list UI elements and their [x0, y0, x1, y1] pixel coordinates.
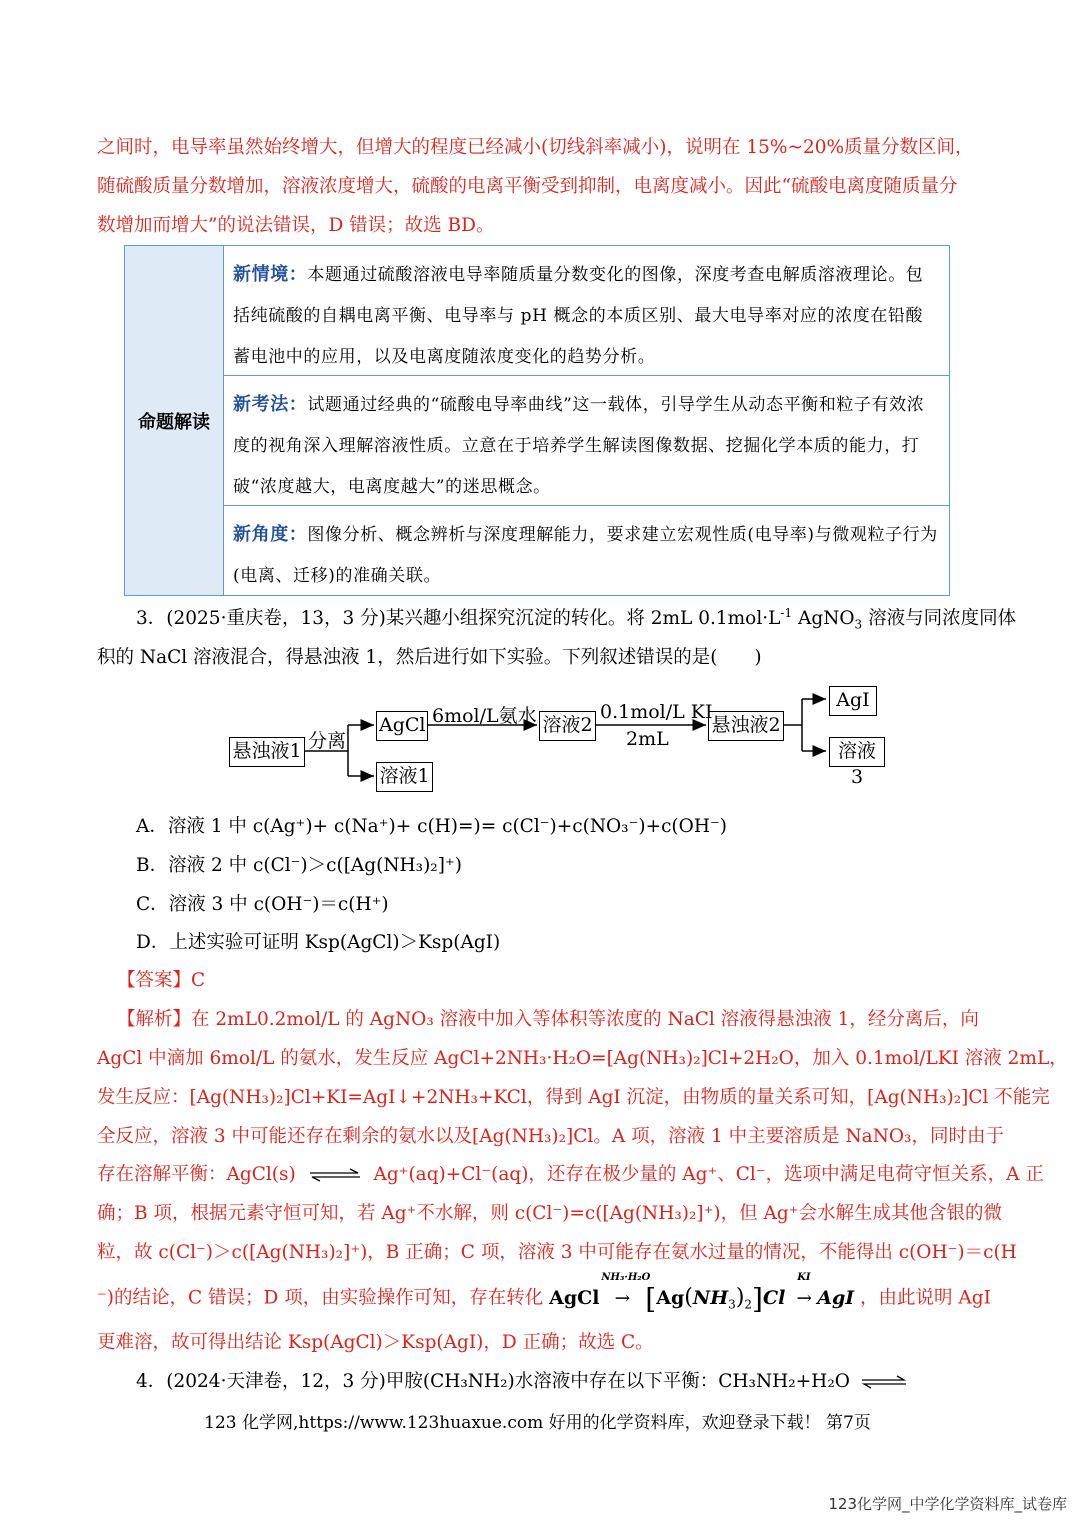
row-text: 试题通过经典的“硫酸电导率曲线”这一载体，引导学生从动态平衡和粒子有效浓度的视角深入理解溶液性质。立意在于培养学生解读图像数据、挖掘化学本质的能力，打破“浓度越大，电离度越大”的迷思概念。 — [233, 395, 925, 497]
analysis-text: Ag⁺(aq)+Cl⁻(aq)，还存在极少量的 Ag⁺、Cl⁻，选项中满足电荷守恒关系，A 正 — [373, 1164, 1044, 1185]
eq-arrow-1: NH₃·H₂O → — [601, 1271, 651, 1309]
box-label: 命题解读 — [138, 412, 210, 433]
label-volume: 2mL — [626, 728, 669, 750]
node-agcl: AgCl — [376, 711, 428, 741]
q3-text-c: 溶液与同浓度同体 — [862, 608, 1017, 629]
q3-line-1: 3．(2025·重庆卷，13，3 分)某兴趣小组探究沉淀的转化。将 2mL $0.1mol\cdot L^{-1}$ AgNO$_3$ 溶液与同浓度同体 — [136, 605, 1017, 632]
q4-line — [136, 1367, 908, 1393]
row-head: 新考法： — [233, 394, 308, 415]
eq-agi: AgI — [817, 1286, 855, 1309]
eq-nh: NH — [692, 1286, 729, 1309]
analysis-line-8 — [97, 1271, 991, 1315]
analysis-line-2: AgCl 中滴加 6mol/L 的氨水，发生反应 AgCl+2NH₃·H₂O=[Ag(NH₃)₂]Cl+2H₂O，加入 0.1mol/LKI 溶液 2mL， — [97, 1048, 1068, 1069]
equilibrium-arrow-icon — [860, 1375, 908, 1389]
eq-cl: Cl — [762, 1286, 786, 1309]
eq-reagent-ki: KI — [797, 1271, 811, 1283]
eq-ag: Ag — [656, 1286, 685, 1309]
analysis-text: ，由此说明 AgI — [860, 1287, 991, 1309]
option-a: A．溶液 1 中 c(Ag⁺)+ c(Na⁺)+ c(H)=)= c(Cl⁻)+c(NO₃⁻)+c(OH⁻) — [136, 816, 727, 837]
node-solution-2: 溶液2 — [539, 711, 596, 741]
analysis-line-3: 发生反应：[Ag(NH₃)₂]Cl+KI=AgI↓+2NH₃+KCl，得到 AgI 沉淀，由物质的量关系可知，[Ag(NH₃)₂]Cl 不能完 — [97, 1087, 1050, 1108]
node-solution-3: 溶液3 — [829, 737, 885, 767]
q3-text-b: AgNO — [792, 608, 855, 629]
conversion-equation: AgCl NH₃·H₂O → $[Ag(NH_3)_2]Cl$ KI → AgI — [549, 1271, 855, 1315]
analysis-line-4: 全反应，溶液 3 中可能还存在剩余的氨水以及[Ag(NH₃)₂]Cl。A 项，溶液 1 中主要溶质是 NaNO₃，同时由于 — [97, 1126, 1004, 1147]
node-suspension-2: 悬浊液2 — [708, 711, 784, 741]
intro-line-3: 数增加而增大”的说法错误，D 错误；故选 BD。 — [97, 215, 495, 236]
label-ammonia: 6mol/L氨水 — [432, 705, 537, 727]
row-text: 图像分析、概念辨析与深度理解能力，要求建立宏观性质(电导率)与微观粒子行为(电离、迁移)的准确关联。 — [233, 525, 938, 586]
option-d: D．上述实验可证明 Ksp(AgCl)＞Ksp(AgI) — [136, 932, 501, 953]
label-ki: 0.1mol/L KI — [600, 701, 713, 723]
watermark-text: 123化学网_中学化学资料库_试卷库 — [828, 1495, 1067, 1513]
node-agi: AgI — [829, 686, 877, 716]
q4-text: 4．(2024·天津卷，12，3 分)甲胺(CH₃NH₂)水溶液中存在以下平衡：CH₃NH₂+H₂O — [136, 1371, 850, 1392]
row-head: 新情境： — [233, 264, 308, 285]
intro-line-1: 之间时，电导率虽然始终增大，但增大的程度已经减小(切线斜率减小)，说明在 15%~20%质量分数区间， — [97, 137, 974, 158]
eq-agcl: AgCl — [549, 1286, 600, 1309]
analysis-line-7: 粒，故 c(Cl⁻)＞c([Ag(NH₃)₂]⁺)，B 正确；C 项，溶液 3 中可能存在氨水过量的情况，不能得出 c(OH⁻)＝c(H — [97, 1242, 1017, 1263]
analysis-text: ⁻)的结论，C 错误；D 项，由实验操作可知，存在转化 — [97, 1287, 544, 1309]
page-footer: 123 化学网,https://www.123huaxue.com 好用的化学资料库，欢迎登录下载！ 第7页 — [204, 1413, 871, 1433]
row-text: 本题通过硫酸溶液电导率随质量分数变化的图像，深度考查电解质溶液理论。包括纯硫酸的自耦电离平衡、电导率与 pH 概念的本质区别、最大电导率对应的浓度在铅酸蓄电池中的应用，以及电离度随浓度变化的趋势分析。 — [233, 265, 924, 367]
q3-line-2: 积的 NaCl 溶液混合，得悬浊液 1，然后进行如下实验。下列叙述错误的是( ) — [97, 647, 762, 668]
intro-line-2: 随硫酸质量分数增加，溶液浓度增大，硫酸的电离平衡受到抑制，电离度减小。因此“硫酸电离度随质量分 — [97, 176, 958, 197]
analysis-line-5 — [97, 1160, 1044, 1186]
node-solution-1: 溶液1 — [376, 762, 433, 792]
node-suspension-1: 悬浊液1 — [229, 737, 305, 767]
analysis-text: 存在溶解平衡：AgCl(s) — [97, 1164, 296, 1185]
q3-text-a: 3．(2025·重庆卷，13，3 分)某兴趣小组探究沉淀的转化。将 2mL 0.1mol·L — [136, 608, 781, 629]
eq-arrow-2: KI → — [796, 1271, 812, 1309]
answer: 【答案】C — [117, 970, 206, 991]
analysis-line-1: 【解析】在 2mL0.2mol/L 的 AgNO₃ 溶液中加入等体积等浓度的 NaCl 溶液得悬浊液 1，经分离后，向 — [117, 1009, 979, 1030]
row-head: 新角度： — [233, 524, 308, 545]
option-c: C．溶液 3 中 c(OH⁻)＝c(H⁺) — [136, 894, 389, 915]
analysis-line-9: 更难溶，故可得出结论 Ksp(AgCl)＞Ksp(AgI)，D 正确；故选 C。 — [97, 1332, 654, 1353]
label-separate: 分离 — [308, 730, 347, 752]
analysis-line-6: 确；B 项，根据元素守恒可知，若 Ag⁺不水解，则 c(Cl⁻)=c([Ag(NH₃)₂]⁺)，但 Ag⁺会水解生成其他含银的微 — [97, 1203, 1002, 1224]
equilibrium-arrow-icon — [308, 1168, 362, 1182]
option-b: B．溶液 2 中 c(Cl⁻)＞c([Ag(NH₃)₂]⁺) — [136, 855, 462, 876]
eq-reagent-nh3: NH₃·H₂O — [601, 1271, 651, 1283]
